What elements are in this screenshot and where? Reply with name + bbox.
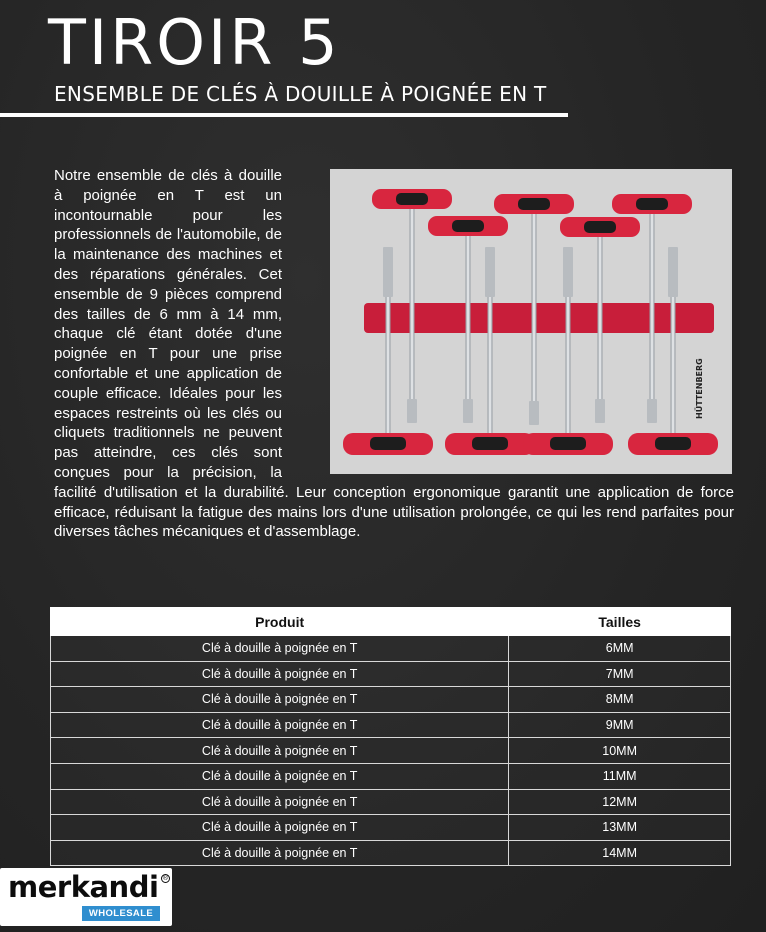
- product-cell: Clé à douille à poignée en T: [51, 789, 509, 815]
- table-row: [51, 712, 731, 738]
- table-row: [51, 636, 731, 662]
- table-row: [51, 763, 731, 789]
- sizes-table: [50, 607, 731, 866]
- column-header-sizes: Tailles: [509, 608, 731, 636]
- t-wrench-set-image: [330, 169, 732, 474]
- product-cell: Clé à douille à poignée en T: [51, 815, 509, 841]
- size-cell: 13MM: [509, 815, 731, 841]
- logo-wordmark: merkandi: [8, 870, 159, 904]
- product-photo: [330, 169, 732, 474]
- product-cell: Clé à douille à poignée en T: [51, 763, 509, 789]
- product-cell: Clé à douille à poignée en T: [51, 661, 509, 687]
- table-row: [51, 789, 731, 815]
- size-cell: 10MM: [509, 738, 731, 764]
- column-header-product: Produit: [51, 608, 509, 636]
- size-cell: 9MM: [509, 712, 731, 738]
- title-divider: [0, 113, 568, 117]
- size-cell: 11MM: [509, 763, 731, 789]
- size-cell: 6MM: [509, 636, 731, 662]
- product-cell: Clé à douille à poignée en T: [51, 840, 509, 866]
- holder-bar: [364, 303, 714, 333]
- registered-mark: ®: [162, 875, 169, 882]
- table-row: [51, 687, 731, 713]
- size-cell: 7MM: [509, 661, 731, 687]
- table-header-row: [51, 608, 731, 636]
- size-cell: 12MM: [509, 789, 731, 815]
- product-cell: Clé à douille à poignée en T: [51, 687, 509, 713]
- table-row: [51, 738, 731, 764]
- page-title: TIROIR 5: [48, 6, 341, 79]
- product-cell: Clé à douille à poignée en T: [51, 712, 509, 738]
- product-cell: Clé à douille à poignée en T: [51, 636, 509, 662]
- size-cell: 8MM: [509, 687, 731, 713]
- table-body: [51, 636, 731, 866]
- brand-label: HÜTTENBERG: [695, 358, 704, 419]
- description-text: Notre ensemble de clés à douille à poignée en T est un incontournable pour les professionnels de l'automobile, de la maintenance des machines et des réparations générales. Cet ensemble de 9 pièces comprend des tailles de 6 mm à 14 mm, chaque clé étant dotée d'une poignée en T pour une prise confortable et une application de couple efficace. Idéales pour les espaces restreints où les clés ou cliquets traditionnels ne peuvent pas atteindre, ces clés sont conçues pour la précision, la facilité d'utilisation et la durabilité. Leur conception ergonomique garantit une application de force efficace, réduisant la fatigue des mains lors d'une utilisation prolongée, ce qui les rend parfaites pour diverses tâches mécaniques et d'assemblage.: [54, 167, 734, 541]
- table-row: [51, 840, 731, 866]
- page-subtitle: ENSEMBLE DE CLÉS À DOUILLE À POIGNÉE EN T: [54, 82, 547, 106]
- wholesale-badge: WHOLESALE: [82, 906, 160, 921]
- table-row: [51, 815, 731, 841]
- table-row: [51, 661, 731, 687]
- merkandi-logo: [0, 868, 172, 926]
- size-cell: 14MM: [509, 840, 731, 866]
- product-cell: Clé à douille à poignée en T: [51, 738, 509, 764]
